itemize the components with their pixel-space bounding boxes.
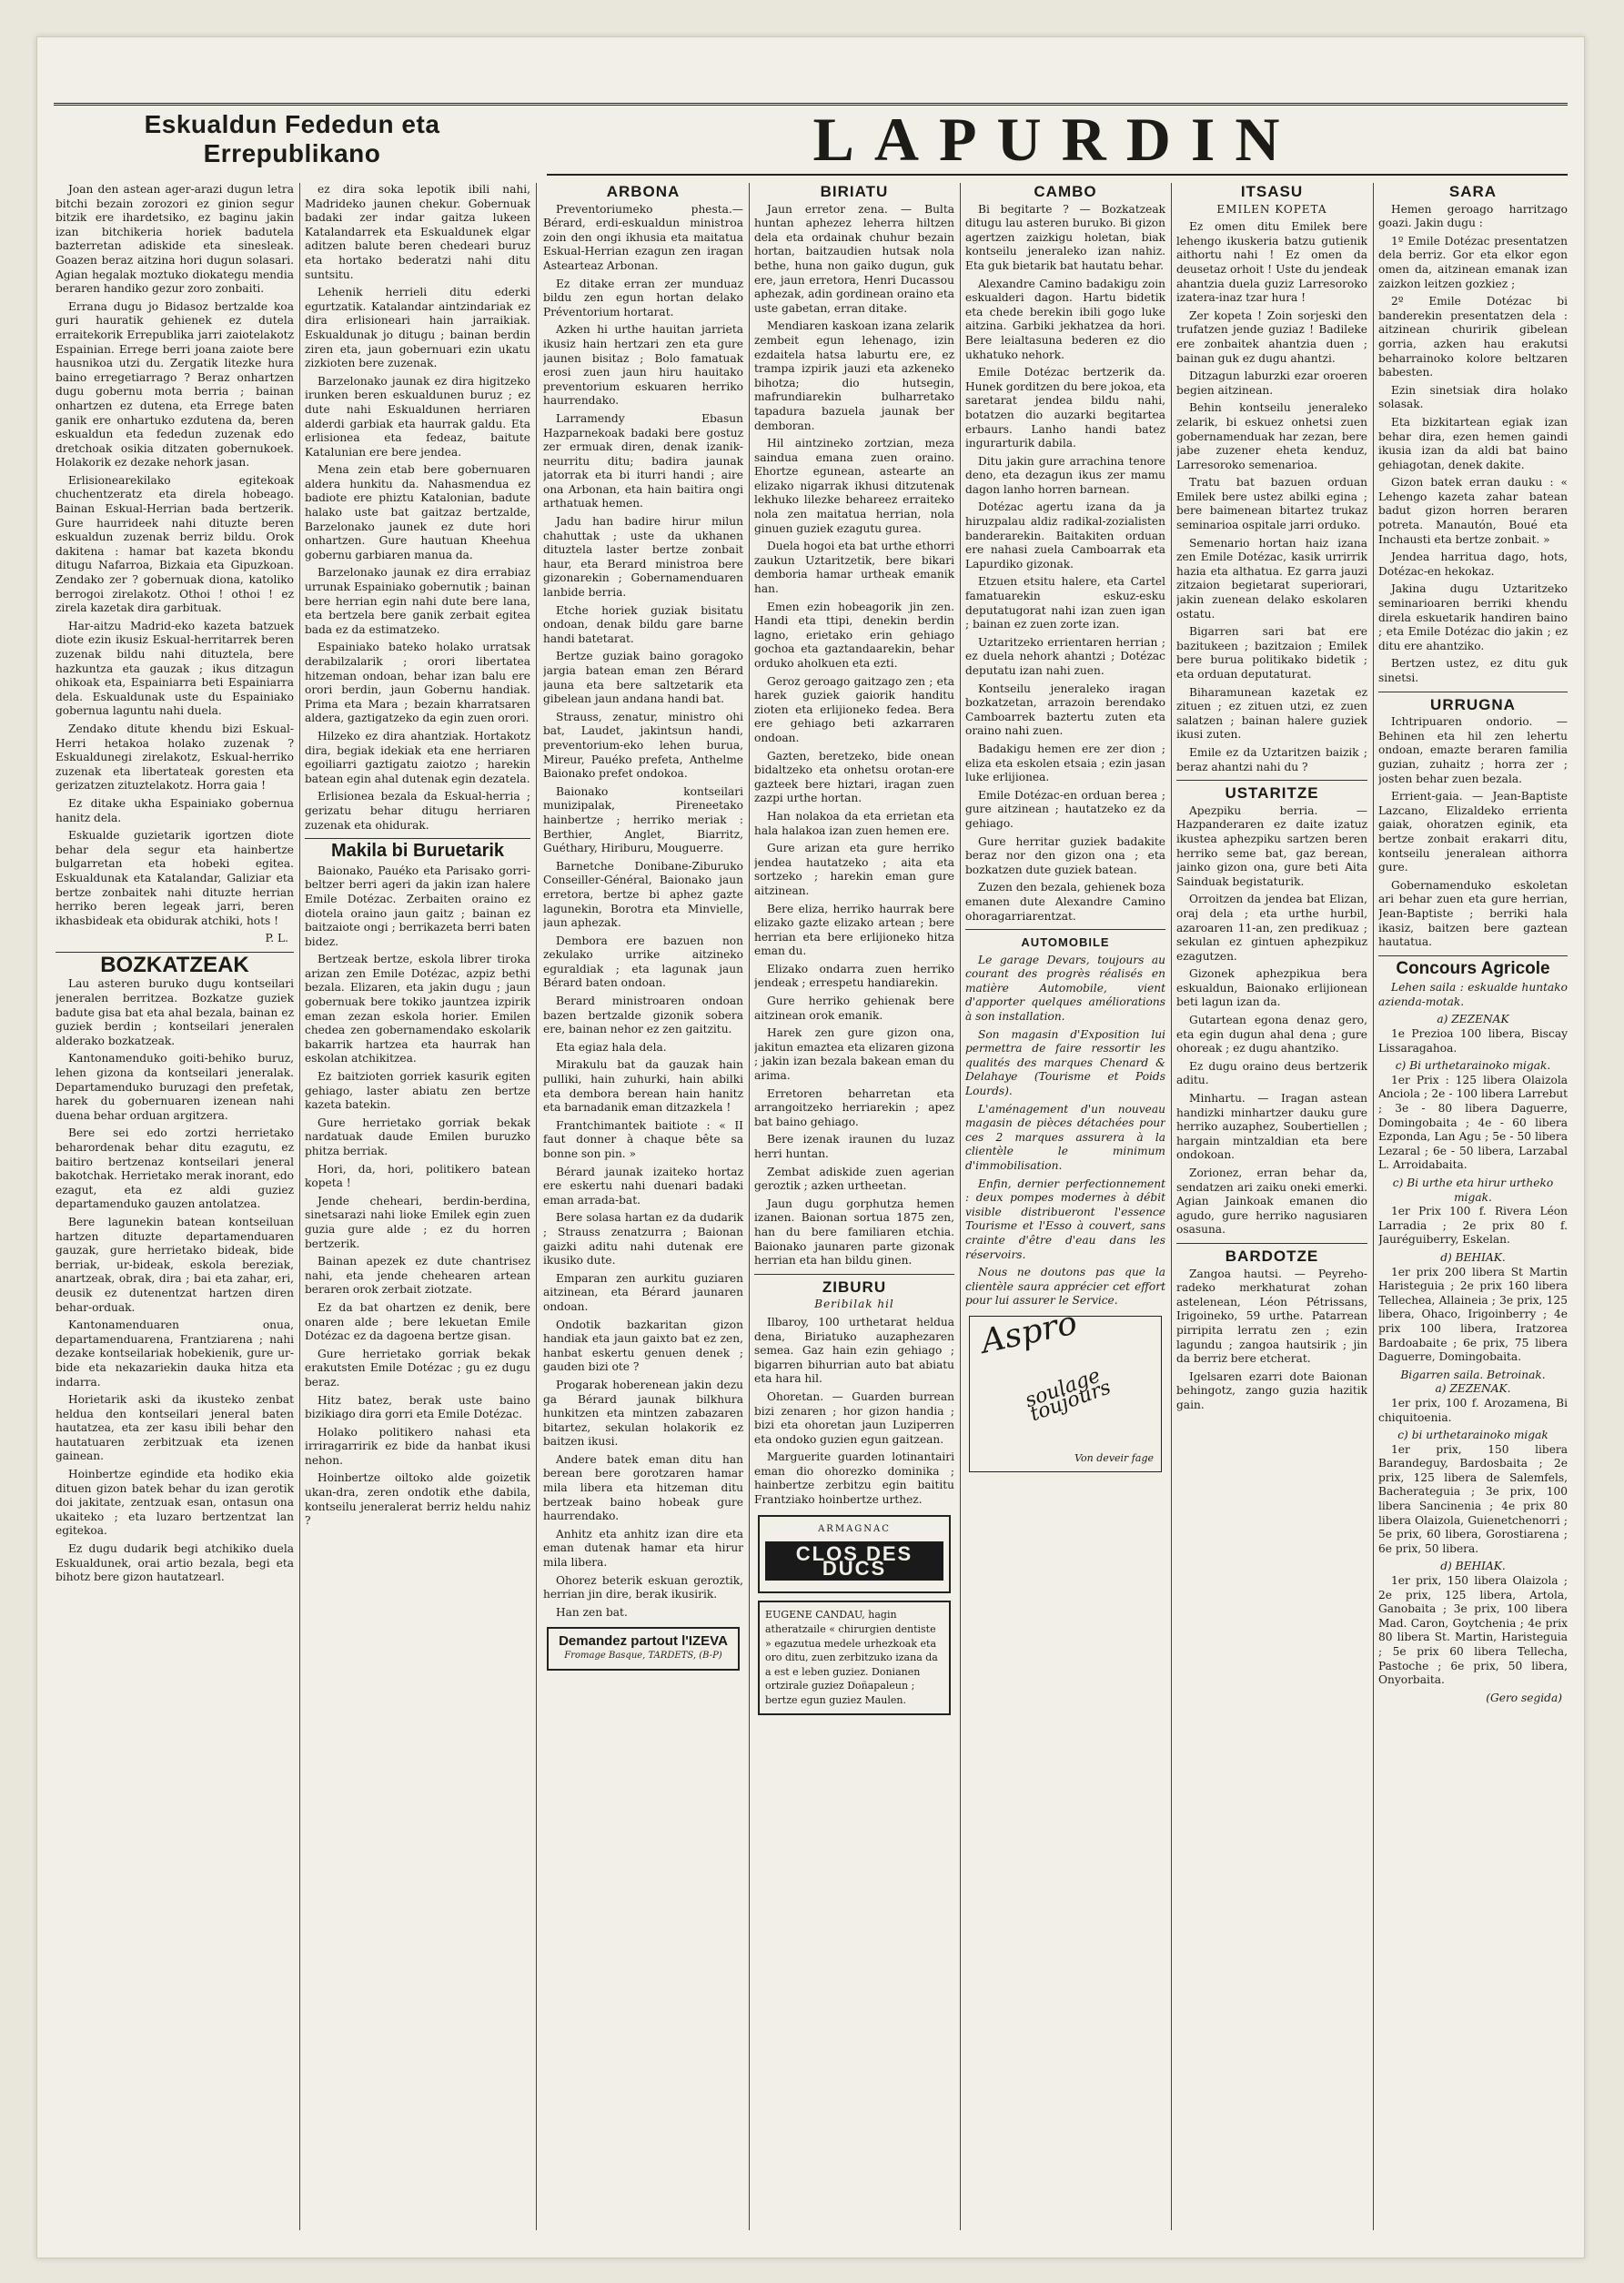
col2.paragraphs-paragraph: Erlisionea bezala da Eskual-herria ; gerizatu behar ditugu herriaren zuzenak eta ohidurak. — [305, 790, 530, 832]
concours-section-heading: c) Bi urthe eta hirur urtheko migak. — [1392, 1177, 1554, 1204]
itsasu.ustaritze.paragraphs-paragraph: Gutartean egona denaz gero, eta egin dugun ahal dena ; gure ohoreak ; ez dugu ahantziko. — [1176, 1014, 1367, 1056]
concours-section-heading: d) BEHIAK. — [1440, 1560, 1506, 1573]
biriatu.ziburu.paragraphs-paragraph: Marguerite guarden lotinantairi eman dio ohorezko dominika ; hainbertze zerbitzu egin baititu Frantziako hoinbertze urthez. — [754, 1450, 954, 1507]
bozkatzeak.paragraphs-paragraph: Kantonamenduko goiti-behiko buruz, lehen gizona da kontseilari jeneralak. Departamenduko buruzagi den prefetak, harek du gobernuaren izenean nahi duena behar orduan argitzera. — [55, 1052, 294, 1122]
col2.paragraphs-paragraph: Lehenik herrieli ditu ederki egurtzatik. Katalandar aintzindariak ez dira erlisioneari hain jarraikiak. Eskualdunak jo ditugu ; bainan berdin ziren eta, jaun gobernuari ezin ukatu zizkioten bere zuzenak. — [305, 286, 530, 370]
concours-section-heading: a) ZEZENAK. — [1435, 1382, 1511, 1396]
left-masthead: Eskualdun Fededun eta Errepublikano — [144, 110, 440, 167]
cambo.paragraphs-paragraph: Badakigu hemen ere zer dion ; eliza eta eskolen etsaia ; ezin jasan luke erlijionea. — [965, 742, 1165, 784]
column-7: SARA Hemen geroago harritzago goazi. Jakin dugu : 1º Emile Dotézac presentatzen dela berriz. Gor eta elkor egon omen da, aitzinean emanak izan zaizkon leitzen gozkiez ; 2º Emile Dotézac bi banderekin presentatzen dela : aitzinean churirik gibelean gorria, azken hau erakutsi beharrainoko kolore beltzaren babesten. Ezin sinetsiak dira holako solasak. Eta bizkitartean egiak izan behar dira, ezen hemen gaindi ikusia izan da aldi bat baino gehiagotan, denek dakite. Gizon batek erran dauku : « Lehengo kazeta zahar batean badut gizon horren beraren potreta. Manautón, Boué eta Inchausti eta bertze zonbait. » Jendea harritua dago, hots, Dotézac-en hekokaz. Jakina dugu Uztaritzeko seminarioaren berriki khendu direla eskuetarik handiren baino ; eta Emile Dotézac dio jakin ; ez ditu ere ahantziko. Bertzen ustez, ez ditu guk sinetsi. URRUGNA Ichtripuaren ondorio. — Behinen eta hil zen lehertu ondoan, emazte beraren familia guzian, zuhaitz ; horra zer ; josten behar zuen bezala. Errient-gaia. — Jean-Baptiste Lazcano, Elizaldeko errienta gaiak, ohoratzen eginik, eta bertze zonbait erakarri ditu, kontseilu jeneralean aithorra gure. Gobernamenduko eskoletan ari behar zuen eta gure herrian, Jean-Baptiste ; berriki hala ikasiz, baitzen bere gaztean hautatua. Concours Agricole Lehen saila : eskualde huntako azienda-motak. a) ZEZENAK 1e Prezioa 100 libera, Biscay Lissaragahoa. c) Bi urthetarainoko migak. 1er Prix : 125 libera Olaizola Anciola ; 2e - 100 libera Larrebut ; 3e - 80 libera Daguerre, Domingobaita ; 4e - 60 libera Ezponda, Lan Agu ; 5e - 50 libera Lezaral ; 6e - 50 libera, Larzabal L. Arroidabaita. c) Bi urthe eta hirur urtheko migak. 1er Prix 100 f. Rivera Léon Larradia ; 2e prix 80 f. Jauréguiberry, Eskelan. d) BEHIAK. 1er prix 200 libera St Martin Haristeguia ; 2e prix 160 libera Tellechea, Allaineia ; 3e prix, 125 libera, Ohaco, Irigoinberry ; 4e prix 100 libera, Iratzorea Bardoabaite ; 6e prix, 75 libera Daguerre, Domingobaita. Bigarren saila. Betroinak. a) ZEZENAK. 1er prix, 100 f. Arozamena, Bi chiquitoenia. c) bi urthetarainoko migak 1er prix, 150 libera Barandeguy, Bardosbaita ; 2e prix, 125 libera de Salemfels, Bacherateguia ; 3e prix, 100 libera Sancinenia ; 4e prix 80 libera Olaizola, Guienetchenorri ; 5e prix, 60 libera, Gorostiarena ; 6e prix, 50 libera. d) BEHIAK. 1er prix, 150 libera Olaizola ; 2e prix, 125 libera, Artola, Ganobaita ; 3e prix, 100 libera Mad. Caron, Goytchenia ; 4e prix 80 libera St. Martin, Haristeguia ; 5e prix 60 libera Tellecha, Pastoche ; 6e prix, 50 libera, Onyorbaita. (Gero segida) — [1378, 183, 1568, 1704]
bozkatzeak.paragraphs-paragraph: Bere lagunekin batean kontseiluan hartzen dituzte departamenduaren gauzak, gure herrietako bideak, bide berriak, ur-bideak, eskola bereziak, anartzeak, obrak, dira ; bai eta zahar, eri, deusik ez dutenentzat hartzen diren behar-orduak. — [55, 1215, 294, 1314]
makila.paragraphs-paragraph: Gure herrietako gorriak bekak erakutsten Emile Dotézac ; gu ez dugu beraz. — [305, 1347, 530, 1389]
sara.paragraphs-paragraph: Gizon batek erran dauku : « Lehengo kazeta zahar batean badut gizon horren beraren potreta. Manautón, Boué eta Inchausti eta bertze zonbait. » — [1378, 476, 1568, 546]
urrugna.paragraphs-paragraph: Ichtripuaren ondorio. — Behinen eta hil zen lehertu ondoan, emazte beraren familia guzian, zuhaitz ; horra zer ; josten behar zuen bezala. — [1378, 715, 1568, 785]
biriatu.paragraphs-paragraph: Han nolakoa da eta errietan eta hala halakoa izan zuen hemen ere. — [754, 809, 954, 837]
urrugna-title: URRUGNA — [1430, 695, 1516, 713]
arbona.paragraphs-paragraph: Berard ministroaren ondoan bazen bertzalde gizonik sobera ere, bainan nehor ez zen gaitzitu. — [543, 995, 743, 1036]
biriatu.ziburu.paragraphs-paragraph: Ilbaroy, 100 urthetarat heldua dena, Biriatuko auzaphezaren semea. Gaz hain ezin gehiago ; bigarren bihurrian auto bat abiatu eta hara hil. — [754, 1315, 954, 1386]
cambo.paragraphs-paragraph: Etzuen etsitu halere, eta Cartel famatuarekin eskuz-esku deputatugorat nahi izan zuen igan ; bainan ez zuen zorte izan. — [965, 575, 1165, 631]
concours-title: Concours Agricole — [1396, 958, 1550, 978]
biriatu.paragraphs-paragraph: Gure arizan eta gure herriko jendea hautatzeko ; aita eta sortzeko ; harekin eman gure aitzinean. — [754, 842, 954, 897]
concours-entry: 1er prix, 100 f. Arozamena, Bi chiquitoenia. — [1378, 1396, 1568, 1424]
col3b.paragraphs-paragraph: Ondotik bazkaritan gizon handiak eta jaun gaixto bat ez zen, hanbat eskertu genuen denek ; gauden bizi ote ? — [543, 1318, 743, 1374]
column-2 — [305, 183, 530, 2230]
col1.paragraphs-paragraph: Eskualde guzietarik igortzen diote behar dela segur eta hainbertze bulgarretan eta hobeki egitea. Eskualdunak eta Katalandar, Galiziar eta bertze zonbaitek nahi dituzte herrian herriko beren legeak jarri, beren ikhasbideak eta obidurak atchiki, hots ! — [55, 829, 294, 927]
bardotze-title: BARDOTZE — [1225, 1247, 1319, 1265]
col2.paragraphs-paragraph: Barzelonako jaunak ez dira higitzeko irunken beren eskualdunen buruz ; ez dute nahi Eskualdunen herriaren alderdi garbiak eta haurrak galdu. Eta erlisionea eta fedeaz, baitute Katalunian ere bere jendea. — [305, 374, 530, 459]
makila.paragraphs-paragraph: Ez da bat ohartzen ez denik, bere onaren alde ; bere lekuetan Emile Dotézac ez da dagoena bertze gisan. — [305, 1300, 530, 1343]
article-signature: P. L. — [265, 932, 288, 945]
urrugna.paragraphs-paragraph: Errient-gaia. — Jean-Baptiste Lazcano, Elizaldeko errienta gaiak, ohoratzen eginik, eta bertze zonbait erakarri ditu, kontseilu jeneralean aithorra gure. — [1378, 790, 1568, 874]
concours-entry: 1er prix, 150 libera Olaizola ; 2e prix, 125 libera, Artola, Ganobaita ; 3e prix, 100 libera Mad. Caron, Goytchenia ; 4e prix 80 libera St. Martin, Haristeguia ; 5e prix 60 libera Tellecha, Pastoche ; 6e prix, 50 libera, Onyorbaita. — [1378, 1574, 1568, 1687]
itsasu.ustaritze.paragraphs-paragraph: Apezpiku berria. — Hazpanderaren ez daite izatuz ikustea aphezpiku sartzen beren herriko seme bat, gaz berean, jainko gizon ona, gure beti Aita Sainduak begistaturik. — [1176, 803, 1367, 888]
col1.paragraphs-paragraph: Erlisionearekilako egitekoak chuchentzeratz eta direla hobeago. Bainan Eskual-Herrian bada bertzerik. Gure haurrideek nahi dituzte beren eskualdun zuzenak berriz bildu. Orok dakitena : hamar bat kazeta bkondu ditugu Nafarroa, Bizkaia eta Gipuzkoan. Zendako zer ? gobernuak diona, katoliko berrogoi zirelakotz. Othoi ! othoi ! ez zirela kazetak dira garbituak. — [55, 473, 294, 615]
cambo.paragraphs-paragraph: Kontseilu jeneraleko iragan bozkatzetan, arrazoin berendako Camboarrek baztertu zuten eta oraino nahi zuen. — [965, 682, 1165, 738]
biriatu.paragraphs-paragraph: Erretoren beharretan eta arrangoitzeko herriarekin ; apez bat baino gehiago. — [754, 1086, 954, 1128]
biriatu.paragraphs-paragraph: Elizako ondarra zuen herriko jendeak ; errespetu handiarekin. — [754, 962, 954, 990]
col3b.paragraphs-paragraph: Frantchimantek baitiote : « II faut donner à chaque bête sa bonne son pin. » — [543, 1118, 743, 1160]
biriatu.paragraphs-paragraph: Jaun erretor zena. — Bulta huntan aphezez leherra hiltzen dela eta ordainak chuhur bezain hortan, baitzaudien hutsak nola bethe, huna non gaiko dugun, guk ere, jaun erretora, Henri Ducassou aphezak, adin gordinean oraino eta uste gabetan, erran ditake. — [754, 202, 954, 315]
concours-entry: 1er Prix 100 f. Rivera Léon Larradia ; 2e prix 80 f. Jauréguiberry, Eskelan. — [1378, 1205, 1568, 1247]
itsasu.paragraphs-paragraph: Tratu bat bazuen orduan Emilek bere ustez abilki egina ; bere baimenean bitartez trukaz seminarioa ospitale jarri orduko. — [1176, 476, 1367, 532]
cambo.automobile.paragraphs-paragraph: Le garage Devars, toujours au courant des progrès réalisés en matière Automobile, vient d'apporter quelques améliorations à son installation. — [965, 953, 1165, 1024]
col2.paragraphs-paragraph: Espainiako bateko holako urratsak derabilzalarik ; orori libertatea hitzeman ondoan, behar izan balu ere orori berdin, jaun Gobernu handiak. Prima eta Mara ; bezain kharratsaren aldera, gaztigatzeko da egin zuen orori. — [305, 641, 530, 725]
sara-title: SARA — [1448, 183, 1498, 200]
arbona.paragraphs-paragraph: Jadu han badire hirur milun chahuttak ; uste da ukhanen dituztela laster bertze zonbait haur, eta Berard ministroa bere gizonarekin ; Gobernamenduaren lanbide berria. — [543, 515, 743, 600]
bozkatzeak.paragraphs-paragraph: Kantonamenduaren onua, departamenduarena, Frantziarena ; nahi dezake kontseilariak hobekienik, gure ur-bide eta nekazariekin dauka hitza eta indarra. — [55, 1318, 294, 1389]
itsasu.paragraphs-paragraph: Zer kopeta ! Zoin sorjeski den trufatzen jende guziaz ! Badileke ere zonbaitek ahantzia duen ; bainan guk ez dugu ahantzi. — [1176, 308, 1367, 365]
itsasu.paragraphs-paragraph: Biharamunean kazetak ez zituen ; ez zituen utzi, ez zuen salatzen ; bainan halere guziek ikusi zuten. — [1176, 685, 1367, 742]
sara.paragraphs-paragraph: 1º Emile Dotézac presentatzen dela berriz. Gor eta elkor egon omen da, aitzinean emanak izan zaizkon leitzen gozkiez ; — [1378, 234, 1568, 290]
sara.paragraphs-paragraph: Jendea harritua dago, hots, Dotézac-en hekokaz. — [1378, 551, 1568, 578]
concours-section-heading: a) ZEZENAK — [1437, 1013, 1509, 1026]
ziburu-title: ZIBURU — [822, 1278, 887, 1296]
cambo.paragraphs-paragraph: Gure herritar guziek badakite beraz nor den gizon ona ; eta bozkatzen dute guziek batean. — [965, 834, 1165, 876]
arbona.paragraphs-paragraph: Preventoriumeko phesta.—Bérard, erdi-eskualdun ministroa zoin den ongi ikhusia eta maitatua Eskual-Herrian ezagun zen iragan Astearteaz Arbonan. — [543, 202, 743, 272]
biriatu.ziburu.paragraphs-paragraph: Ohoretan. — Guarden burrean bizi zenaren ; hor gizon handia ; bizi eta ohoretan jaun Luziperren eta ondoko guzien egun gaitzean. — [754, 1389, 954, 1446]
cambo.automobile.paragraphs-paragraph: L'aménagement d'un nouveau magasin de pièces détachées pour ces 2 marques assurera à la clientèle le minimum d'immobilisation. — [965, 1102, 1165, 1172]
sara.paragraphs-paragraph: Ezin sinetsiak dira holako solasak. — [1378, 383, 1568, 411]
column-4: BIRIATU Jaun erretor zena. — Bulta huntan aphezez leherra hiltzen dela eta ordainak chuhur bezain hortan, baitzaudien hutsak nola bethe, huna non gaiko dugun, guk ere, jaun erretora, Henri Ducassou aphezak, adin gordinean oraino eta uste gabetan, erran ditake. Mendiaren kaskoan izana zelarik zembeit egun lehenago, izin ezdaitela hatsa laburtu ere, ez trampa izpirik jauzi eta azkeneko bihotza; dio hutsegin, mafrundiarekin bulharretako tapadura bazuela jaunak ber demboran. Hil aintzineko zortzian, meza saindua emana zuen oraino. Ehortze egunean, astearte an elizako nigarrak ikhusi ditzutenak lekhuko lilezke behareez erraiteko nola zen maitatua herrian, nola ginuen guziek ezagutu gurea. Duela hogoi eta bat urthe ethorri zaukun Uztaritzetik, bere bikari demboria hamar urtheak emanik han. Emen ezin hobeagorik jin zen. Handi eta ttipi, denekin berdin lagno, erietako erin gehiago gochoa eta gaztandaarekin, behar orduko aholkuen eta ezti. Geroz geroago gaitzago zen ; eta harek guziek gaiorik handitu zioten eta erlijioneko fedea. Bera ere gehiago beti azkarraren ondoan. Gazten, beretzeko, bide onean bidaltzeko eta onhetsu orotan-ere gazteek bere hiztari, iragan zuen zazpi urthe hortan. Han nolakoa da eta errietan eta hala halakoa izan zuen hemen ere. Gure arizan eta gure herriko jendea hautatzeko ; aita eta sortzeko ; harekin eman gure aitzinean. Bere eliza, herriko haurrak bere elizako gazte elizako artean ; bere herrian eta bere erlijioneko hitza eman du. Elizako ondarra zuen herriko jendeak ; errespetu handiarekin. Gure herriko gehienak bere aitzinean orok emanik. Harek zen gure gizon ona, jakitun emaztea eta elizaren gizona ; jakin izan bezala bakean eman du arima. Erretoren beharretan eta arrangoitzeko herriarekin ; apez bat baino gehiago. Bere izenak iraunen du luzaz herri huntan. Zembat adiskide zuen agerian geroztik ; azken urtheetan. Jaun dugu gorphutza hemen izanen. Baionan sortua 1875 zen, han du bere familiaren etchia. Baionako jaunaren parte gizonak herrian eta han bildu ginen. ZIBURU Beribilak hil Ilbaroy, 100 urthetarat heldua dena, Biriatuko auzaphezaren semea. Gaz hain ezin gehiago ; bigarren bihurrian auto bat abiatu eta hara hil. Ohoretan. — Guarden burrean bizi zenaren ; hor gizon handia ; bizi eta ohoretan jaun Luziperren eta ondoko guzien egun gaitzean. Marguerite guarden lotinantairi eman dio ohorezko dominika ; hainbertze zerbitzu egin baititu Frantziako hoinbertze urthez. ARMAGNAC CLOS DES DUCS EUGENE CANDAU, hagin atheratzaile « chirurgien dentiste » egazutua medele urhezkoak eta oro ditu, zuen zerbitzuko izana da a est e leben guziez. Donianen ortzirale guziez Doñapaleun ; bertze egun guziez Maulen. — [754, 183, 954, 2230]
arbona.paragraphs-paragraph: Bertze guziak baino goragoko jargia batean eman zen Bérard jauna eta bere saltzetarik eta gibelean jaun andana handi bat. — [543, 650, 743, 706]
itsasu.paragraphs-paragraph: Bigarren sari bat ere bazitukeen ; bazitzaion ; Emilek bere burua politikako bidetik ; eta orduan deputaturat. — [1176, 625, 1367, 681]
izeva-ad: Demandez partout l'IZEVA Fromage Basque, TARDETS, (B-P) — [547, 1627, 740, 1670]
ustaritze-title: USTARITZE — [1225, 784, 1319, 803]
col2.paragraphs-paragraph: Barzelonako jaunak ez dira errabiaz urrunak Espainiako gobernutik ; bainan bere herrian egin nahi dute bere lana, eta bertzela bere ganik zerbait egitea bada ez da estimatzeko. — [305, 566, 530, 636]
itsasu.ustaritze.paragraphs-paragraph: Ez dugu oraino deus bertzerik aditu. — [1176, 1059, 1367, 1087]
sara.paragraphs-paragraph: Hemen geroago harritzago goazi. Jakin dugu : — [1378, 202, 1568, 230]
makila.paragraphs-paragraph: Baionako, Pauéko eta Parisako gorri-beltzer berri ageri da jakin izan halere Emile Dotézac. Zerbaiten oraino ez diotela oraino jaun gaitz ; bainan ez baitzaiote ongi ; berrikazeta berri baten bidez. — [305, 864, 530, 948]
cambo.automobile.paragraphs-paragraph: Son magasin d'Exposition lui permettra de faire ressortir les qualités des marques Chenard & Delahaye (Tourisme et Poids Lourds). — [965, 1027, 1165, 1098]
col3b.paragraphs-paragraph: Emparan zen aurkitu guziaren aitzinean, eta Bérard jaunaren ondoan. — [543, 1271, 743, 1313]
concours-section-heading: c) bi urthetarainoko migak — [1397, 1429, 1548, 1442]
bozkatzeak-title: BOZKATZEAK — [100, 952, 249, 977]
itsasu.paragraphs-paragraph: Ditzagun laburzki ezar oroeren begien aitzinean. — [1176, 369, 1367, 397]
col1.paragraphs-paragraph: Ez ditake ukha Espainiako gobernua hanitz dela. — [55, 796, 294, 824]
biriatu.paragraphs-paragraph: Bere eliza, herriko haurrak bere elizako gazte elizako artean ; bere herrian eta bere erlijioneko hitza eman du. — [754, 902, 954, 958]
sara.paragraphs-paragraph: Bertzen ustez, ez ditu guk sinetsi. — [1378, 657, 1568, 684]
itsasu.paragraphs-paragraph: Semenario hortan haiz izana zen Emile Dotézac, kasik urrirrik hazia eta althatua. Ez garra jauzi zitzaion begietarat superiorari, jakin zuenean delako eskolaren ostatu. — [1176, 536, 1367, 621]
arbona.paragraphs-paragraph: Ez ditake erran zer munduaz bildu zen egun hortan delako Préventorium hortarat. — [543, 277, 743, 318]
cambo.paragraphs-paragraph: Ditu jakin gure arrachina tenore deno, eta dezagun ikus zer mamu dagon lanho horren barnean. — [965, 454, 1165, 496]
bozkatzeak.paragraphs-paragraph: Ez dugu dudarik begi atchikiko duela Eskualdunek, orai artio bezala, begi eta bihotz bere gizon hautatzearl. — [55, 1542, 294, 1584]
col2.paragraphs-paragraph: Mena zein etab bere gobernuaren aldera hunkitu da. Nahasmendua ez badiote ere phiztu Katalonian, badute halako uste bat gaitzaz bertzalde, Barzelonako jaunek ez dute hori onhartzen. Gure hautuan Kheehua gobernu garbiaren manua da. — [305, 463, 530, 561]
arbona-title: ARBONA — [606, 183, 681, 200]
cambo.paragraphs-paragraph: Emile Dotézac-en orduan berea ; gure aitzinean ; hautatzeko ez da gehiago. — [965, 788, 1165, 830]
urrugna.paragraphs-paragraph: Gobernamenduko eskoletan ari behar zuen eta gure herrian, Jean-Baptiste ; berriki hala ikasiz, baitzen bere gaztean hautatua. — [1378, 878, 1568, 949]
biriatu.paragraphs-paragraph: Gazten, beretzeko, bide onean bidaltzeko eta onhetsu orotan-ere gazteek bere hiztari, iragan zuen zazpi urthe hortan. — [754, 749, 954, 805]
concours-entry: 1er prix, 150 libera Barandeguy, Bardosbaita ; 2e prix, 125 libera de Salemfels, Bacherateguia ; 3e prix, 100 libera Sancinenia ; 4e prix 80 libera Olaizola, Guienetchenorri ; 5e prix, 60 libera, Gorostiarena ; 6e prix, 50 libera. — [1378, 1442, 1568, 1555]
col3b.paragraphs-paragraph: Han zen bat. — [556, 1605, 628, 1619]
itsasu.ustaritze.paragraphs-paragraph: Orroitzen da jendea bat Elizan, oraj dela ; eta urthe hurbil, azaroaren 11-an, zen predikuaz ; sekulan ez gintuen aphezpikuz ezagutzen. — [1176, 893, 1367, 963]
arbona.paragraphs-paragraph: Azken hi urthe hauitan jarrieta ikusiz hain hertzari zen eta gure jaunen bisitaz ; Bolo famatuak erosi zuen jaun hiru hauitako preventorium eskuaren herriko haurrendako. — [543, 323, 743, 408]
arbona.paragraphs-paragraph: Etche horiek guziak bisitatu ondoan, denak bildu gare barne handi batetarat. — [543, 603, 743, 645]
cambo.paragraphs-paragraph: Uztaritzeko errientaren herrian ; ez duela nehork ahantzi ; Dotézac deputatu izan nahi zuen. — [965, 635, 1165, 677]
arbona.paragraphs-paragraph: Baionako kontseilari munizipalak, Pireneetako hainbertze ; herriko meriak : Berthier, Anglet, Biarritz, Guéthary, Hiriburu, Mouguerre. — [543, 784, 743, 855]
col1.paragraphs-paragraph: Har-aitzu Madrid-eko kazeta batzuek diote ezin ikusiz Eskual-herritarrek beren zuzenak bildu nahi dituztela, bere hazkuntza eta gauzak ; ikus ditzagun ohikoak eta, Espainiarra beti Espainiarra dela. Eskualdunak uste du Espainiako gobernua laguntu nahi duela. — [55, 619, 294, 718]
candau-ad: EUGENE CANDAU, hagin atheratzaile « chirurgien dentiste » egazutua medele urhezkoak eta oro ditu, zuen zerbitzuko izana da a est e leben guziez. Donianen ortzirale guziez Doñapaleun ; bertze egun guziez Maulen. — [758, 1601, 951, 1714]
arbona.paragraphs-paragraph: Dembora ere bazuen non zekulako urrike aitzineko eguraldiak ; eta lagunak jaun Bérard baten ondoan. — [543, 934, 743, 990]
itsasu.bardotze.paragraphs-paragraph: Igelsaren ezarri dote Baionan behingotz, zango guzia hazitik gain. — [1176, 1369, 1367, 1411]
cambo.automobile.paragraphs-paragraph: Enfin, dernier perfectionnement : deux pompes modernes à débit visible distribueront l'essence Tourisme et l'Esso à couvert, sans crainte d'être d'eau dans les réservoirs. — [965, 1177, 1165, 1261]
concours-section-heading: d) BEHIAK. — [1440, 1250, 1506, 1264]
col3b.paragraphs-paragraph: Eta egiaz hala dela. — [556, 1040, 667, 1054]
sara.paragraphs-paragraph: Eta bizkitartean egiak izan behar dira, ezen hemen gaindi ikusia izan da aldi bat baino gehiagotan, denek dakite. — [1378, 415, 1568, 471]
biriatu.paragraphs-paragraph: Hil aintzineko zortzian, meza saindua emana zuen oraino. Ehortze egunean, astearte an elizako nigarrak ikhusi ditzutenak lekhuko lilezke behareez erraiteko nola zen maitatua herrian, nola ginuen guziek ezagutu gurea. — [754, 437, 954, 535]
concours-entry: 1er Prix : 125 libera Olaizola Anciola ; 2e - 100 libera Larrebut ; 3e - 80 libera Daguerre, Domingobaita ; 4e - 60 libera Ezponda, Lan Agu ; 5e - 50 libera Lezaral ; 6e - 50 libera, Larzabal L. Arroidabaita. — [1378, 1073, 1568, 1172]
column-1 — [55, 183, 294, 2230]
makila.paragraphs-paragraph: Holako politikero nahasi eta irriragarririk ez bide da hanbat ikusi nehon. — [305, 1425, 530, 1467]
cambo.automobile.paragraphs-paragraph: Nous ne doutons pas que la clientèle saura apprécier cet effort pour lui assurer le Service. — [965, 1266, 1165, 1308]
sara.paragraphs-paragraph: Jakina dugu Uztaritzeko seminarioaren berriki khendu direla eskuetarik handiren baino ; eta Emile Dotézac dio jakin ; ez ditu ere ahantziko. — [1378, 582, 1568, 652]
col3b.paragraphs-paragraph: Anhitz eta anhitz izan dire eta eman dutenak hamar eta hirur mila libera. — [543, 1527, 743, 1570]
column-3 — [543, 183, 743, 2230]
itsasu-title: ITSASU — [1240, 183, 1304, 200]
makila-title: Makila bi Buruetarik — [330, 841, 505, 862]
biriatu-title: BIRIATU — [820, 183, 889, 200]
concours-entry: 1e Prezioa 100 libera, Biscay Lissaragahoa. — [1378, 1027, 1568, 1055]
col1.paragraphs-paragraph: Joan den astean ager-arazi dugun letra bitchi bezain zorozori ez ginion segur bitzik ere ihardetsiko, ez baginu jakin izan bitchikeria horiek badutela bazterretan adiskide eta sinesleak. Goazen beraz aitzina hori dugun solasari. Agian hegalak moztuko diokategu mendia beraren handiko gezur zoro zonbaiti. — [55, 183, 294, 296]
bozkatzeak.paragraphs-paragraph: Hoinbertze egindide eta hodiko ekia dituen gizon batek behar du izan gerotik doi jakitate, zentzuak esan, ontasun ona ukaiteko ; eta luzaro bertzentzat lan egitekoa. — [55, 1468, 294, 1538]
biriatu.paragraphs-paragraph: Emen ezin hobeagorik jin zen. Handi eta ttipi, denekin berdin lagno, erietako erin gehiago gochoa eta gaztandaarekin, behar orduko aholkuen eta ezti. — [754, 600, 954, 670]
cambo.paragraphs-paragraph: Emile Dotézac bertzerik da. Hunek gorditzen du bere jokoa, eta saretarat jendea bildu nahi, botatzen dio auzarki begitartea erbaurs. Lanho handi batez ingurarturik dabila. — [965, 366, 1165, 450]
makila.paragraphs-paragraph: Ez baitzioten gorriek kasurik egiten gehiago, laster abiatu zen bertze kazeta batekin. — [305, 1070, 530, 1112]
newspaper-page — [36, 36, 1585, 2258]
cambo-title: CAMBO — [1034, 183, 1097, 200]
itsasu.paragraphs-paragraph: Behin kontseilu jeneraleko zelarik, bi eskuez onhetsi zuen gobernamenduak har zezan, bere jabe zuzener eheta kenduz, Larresoroko semenarioa. — [1176, 401, 1367, 471]
col2.paragraphs-paragraph: Hilzeko ez dira ahantziak. Hortakotz dira, begiak idekiak eta ene herriaren egoiliarri gaztigatu zaiotzo ; harekin batean egin ahal dutenak egin dezatela. — [305, 729, 530, 785]
cambo.paragraphs-paragraph: Dotézac agertu izana da ja hiruzpalau aldiz radikal-zozialisten banderarekin. Baitakiten orduan ere nahasi zuela Camboarrak eta Lapurdiko gizonak. — [965, 500, 1165, 571]
col3b.paragraphs-paragraph: Progarak hoberenean jakin dezu ga Bérard jaunak bilkhura hunkitzen eta mintzen zabazaren bitartez, sekulan holakorik ez baitzen ikusi. — [543, 1378, 743, 1449]
cambo.paragraphs-paragraph: Alexandre Camino badakigu zoin eskualderi dagon. Hartu bidetik eta chede berekin ibili gogo luke aitzina. Garbiki jekhatzea da hori. Bere leialtasuna bederen ez dio ukhatuko nehork. — [965, 277, 1165, 361]
biriatu.paragraphs-paragraph: Duela hogoi eta bat urthe ethorri zaukun Uztaritzetik, bere bikari demboria hamar urtheak emanik han. — [754, 540, 954, 596]
itsasu.paragraphs-paragraph: Emile ez da Uztaritzen baizik ; beraz ahantzi nahi du ? — [1176, 745, 1367, 773]
arbona.paragraphs-paragraph: Barnetche Donibane-Ziburuko Conseiller-Général, Baionako jaun erretora, bertze bi aphez gazte lagunekin, Borotra eta Minvielle, jaun aphezak. — [543, 859, 743, 930]
col1.paragraphs-paragraph: Errana dugu jo Bidasoz bertzalde koa guri hauratik gehienek ez dutela erraitekorik Errepublika jarri zaiotelakotz Espainian. Errege berri joana zaiote bere hausnikoa utzi du. Zergatik litezke hura baino erregetiarrago ? Beraz onhartzen dugu gobernu mota berria ; bainan onhartzen ez dutena, eta Errege baten ganik ere onhartuko ezdutena da, beren eskualdun eta fededun zuzenak edo dretchoak osikia ditzaten gobernukoek. Holakorik ez dezake nehork jasan. — [55, 299, 294, 470]
col3b.paragraphs-paragraph: Mirakulu bat da gauzak hain pulliki, hain zuhurki, hain abilki eta dembora berean hain hanitz eta barnadanik eman ditzazkela ! — [543, 1058, 743, 1115]
bozkatzeak.paragraphs-paragraph: Lau asteren buruko dugu kontseilari jeneralen berritzea. Bozkatze guziek badute gisa bat eta ahal bezala, bainan ez guziek berdin ; kontseilari jeneralen alderako bozkatzeak. — [55, 977, 294, 1047]
itsasu.paragraphs-paragraph: Ez omen ditu Emilek bere lehengo ikuskeria batzu gutienik aithortu nahi ! Ez omen da deusetaz orhoit ! Uste du jendeak ahantzia duela guziz Larresoroko izatera-inaz tzar hura ! — [1176, 220, 1367, 305]
biriatu.paragraphs-paragraph: Harek zen gure gizon ona, jakitun emaztea eta elizaren gizona ; jakin izan bezala bakean eman du arima. — [754, 1026, 954, 1083]
col2.paragraphs-paragraph: ez dira soka lepotik ibili nahi, Madrideko jaunen chekur. Gobernuak badaki zer indar gaitza lukeen Katalandarrek eta Eskualdunek elgar aditzen balute beren chedeari buruz eta hortako bederatzi nahi ditu suntsitu. — [305, 183, 530, 281]
armagnac-ad: ARMAGNAC CLOS DES DUCS — [758, 1515, 951, 1594]
itsasu.bardotze.paragraphs-paragraph: Zangoa hautsi. — Peyreho-radeko merkhaturat zohan astelenean, Léon Pétrissans, Irigoineko, 59 urthe. Patarrean pirripita lerratu zen ; ezin lagundu ; zangoa hautsirik ; jin da berriz bere etcherat. — [1176, 1267, 1367, 1366]
biriatu.paragraphs-paragraph: Mendiaren kaskoan izana zelarik zembeit egun lehenago, izin ezdaitela hatsa laburtu ere, ez trampa izpirik jauzi eta azkeneko bihotza; dio hutsegin, mafrundiarekin bulharretako tapadura bazuela jaunak ber demboran. — [754, 319, 954, 432]
col3b.paragraphs-paragraph: Andere batek eman ditu han berean bere gorotzaren hamar mila libera eta hitzeman ditu bertzeak baino hobeak gure haurrendako. — [543, 1452, 743, 1523]
makila.paragraphs-paragraph: Gure herrietako gorriak bekak nardatuak daude Emilen buruzko phitza berriak. — [305, 1116, 530, 1157]
concours-entry: 1er prix 200 libera St Martin Haristeguia ; 2e prix 160 libera Tellechea, Allaineia ; 3e prix, 125 libera, Ohaco, Irigoinberry ; 4e prix 100 libera, Iratzorea Bardoabaite ; 6e prix, 75 libera Daguerre, Domingobaita. — [1378, 1265, 1568, 1364]
makila.paragraphs-paragraph: Jende cheheari, berdin-berdina, sinetsarazi nahi lioke Emilek egin zuen guzia gure alde ; ez du horren bertzerik. — [305, 1194, 530, 1250]
makila.paragraphs-paragraph: Bertzeak bertze, eskola librer tiroka arizan zen Emile Dotézac, azpiz bethi bezala. Elizaren, eta jakin dugu ; jaun gobernuak bere tokiko jauntzea izpirik eman zezan eskola horier. Emilen chedea zen gobernamendako eskolarik bakarrik hartzea eta haurrak han eskolan atchikitzea. — [305, 953, 530, 1066]
aspro-ad: Aspro soulage toujours Von deveir fage — [969, 1316, 1162, 1472]
column-5: CAMBO Bi begitarte ? — Bozkatzeak ditugu lau asteren buruko. Bi gizon agertzen zaizkigu holetan, biak kontseilu jeneraleko izan nahiz. Eta guk bietarik bat hautatu behar. Alexandre Camino badakigu zoin eskualderi dagon. Hartu bidetik eta chede berekin ibili gogo luke aitzina. Garbiki jekhatzea da hori. Bere leialtasuna bederen ez dio ukhatuko nehork. Emile Dotézac bertzerik da. Hunek gorditzen du bere jokoa, eta saretarat jendea bildu nahi, botatzen dio auzarki begitartea erbaurs. Lanho handi batez ingurarturik dabila. Ditu jakin gure arrachina tenore deno, eta dezagun ikus zer mamu dagon lanho horren barnean. Dotézac agertu izana da ja hiruzpalau aldiz radikal-zozialisten banderarekin. Baitakiten orduan ere nahasi zuela Camboarrak eta Lapurdiko gizonak. Etzuen etsitu halere, eta Cartel famatuarekin eskuz-esku deputatugorat nahi izan zuen igan ; bainan ez zuen zorte izan. Uztaritzeko errientaren herrian ; ez duela nehork ahantzi ; Dotézac deputatu izan nahi zuen. Kontseilu jeneraleko iragan bozkatzetan, arrazoin berendako Camboarrek baztertu zuten eta oraino nahi zuen. Badakigu hemen ere zer dion ; eliza eta eskolen etsaia ; ezin jasan luke erlijionea. Emile Dotézac-en orduan berea ; gure aitzinean ; hautatzeko ez da gehiago. Gure herritar guziek badakite beraz nor den gizon ona ; eta bozkatzen dute guziek batean. Zuzen den bezala, gehienek boza emanen dute Alexandre Camino ohoragarriarentzat. AUTOMOBILE Le garage Devars, toujours au courant des progrès réalisés en matière Automobile, vient d'apporter quelques améliorations à son installation. Son magasin d'Exposition lui permettra de faire ressortir les qualités des marques Chenard & Delahaye (Tourisme et Poids Lourds). L'aménagement d'un nouveau magasin de pièces détachées pour ces 2 marques assurera à la clientèle le minimum d'immobilisation. Enfin, dernier perfectionnement : deux pompes modernes à débit visible distribueront l'essence Tourisme et l'Esso à couvert, sans crainte d'être d'eau dans les réservoirs. Nous ne doutons pas que la clientèle saura apprécier cet effort pour lui assurer le Service. Aspro soulage toujours Von deveir fage — [965, 183, 1165, 2230]
arbona.paragraphs-paragraph: Larramendy Ebasun Hazparnekoak badaki bere gostuz zer ermuak diren, denak izanik-neurritu ditu; badira jaunak jatorrak eta bi iturri handi ; aire ona Arbonan, eta hain baitira ongi arthatuak hemen. — [543, 411, 743, 510]
masthead-rule — [547, 174, 1568, 176]
col3b.paragraphs-paragraph: Ohorez beterik eskuan geroztik, herrian jin dire, berak ikusirik. — [543, 1573, 743, 1601]
top-rule — [54, 103, 1568, 106]
cambo.paragraphs-paragraph: Bi begitarte ? — Bozkatzeak ditugu lau asteren buruko. Bi gizon agertzen zaizkigu holetan, biak kontseilu jeneraleko izan nahiz. Eta guk bietarik bat hautatu behar. — [965, 202, 1165, 272]
makila.paragraphs-paragraph: Bainan apezek ez dute chantrisez nahi, eta jende chehearen artean beraren orok zerbait ziotzate. — [305, 1255, 530, 1297]
bozkatzeak.paragraphs-paragraph: Bere sei edo zortzi herrietako beharordenak behar ditu ezagutu, ez baitiro bertzenaz kontseilari jeneral bakotchak. Herrietako merak inorant, edo ezagut, eta ez aldi guziez departamenduko gauzen antolatzea. — [55, 1126, 294, 1211]
sara.paragraphs-paragraph: 2º Emile Dotézac bi banderekin presentatzen dela : aitzinean churirik gibelean gorria, azken hau erakutsi beharrainoko kolore beltzaren babesten. — [1378, 295, 1568, 379]
col3b.paragraphs-paragraph: Bérard jaunak izaiteko hortaz ere eskertu nahi duenari badaki eman arrada-bat. — [543, 1165, 743, 1207]
makila.paragraphs-paragraph: Hori, da, hori, politikero batean kopeta ! — [305, 1162, 530, 1190]
column-6: ITSASU EMILEN KOPETA Ez omen ditu Emilek bere lehengo ikuskeria batzu gutienik aithortu nahi ! Ez omen da deusetaz orhoit ! Uste du jendeak ahantzia duela guziz Larresoroko izatera-inaz tzar hura ! Zer kopeta ! Zoin sorjeski den trufatzen jende guziaz ! Badileke ere zonbaitek ahantzia duen ; bainan guk ez dugu ahantzi. Ditzagun laburzki ezar oroeren begien aitzinean. Behin kontseilu jeneraleko zelarik, bi eskuez onhetsi zuen gobernamenduak har zezan, bere jabe zuzener eheta kenduz, Larresoroko semenarioa. Tratu bat bazuen orduan Emilek bere ustez abilki egina ; bere baimenean bitartez trukaz seminarioa ospitale jarri orduko. Semenario hortan haiz izana zen Emile Dotézac, kasik urrirrik hazia eta althatua. Ez garra jauzi zitzaion begietarat superiorari, jakin zuenean delako eskolaren ostatu. Bigarren sari bat ere bazitukeen ; bazitzaion ; Emilek bere burua politikako bidetik ; eta orduan deputaturat. Biharamunean kazetak ez zituen ; ez zituen utzi, ez zuen salatzen ; bainan halere guziek ikusi zuten. Emile ez da Uztaritzen baizik ; beraz ahantzi nahi du ? USTARITZE Apezpiku berria. — Hazpanderaren ez daite izatuz ikustea aphezpiku sartzen beren herriko seme bat, gaz berean, jainko gizon ona, gure beti Aita Sainduak begistaturik. Orroitzen da jendea bat Elizan, oraj dela ; eta urthe hurbil, azaroaren 11-an, zen predikuaz ; sekulan ez gintuen aphezpikuz ezagutzen. Gizonek aphezpikua bera eskualdun, Baionako erlijionean beti lagun izan da. Gutartean egona denaz gero, eta egin dugun ahal dena ; gure ohoreak ; ez dugu ahantziko. Ez dugu oraino deus bertzerik aditu. Minhartu. — Iragan astean handizki minhartzer dauku gure herriko auzaphez, Soubertiellen ; hargain mintzaldian eta bere ondokoan. Zorionez, erran behar da, sendatzen ari zaiku oneki emerki. Agian Jainkoak emanen dio agudo, gure herriko nagusiaren osasuna. BARDOTZE Zangoa hautsi. — Peyreho-radeko merkhaturat zohan astelenean, Léon Pétrissans, Irigoineko, 59 urthe. Patarrean pirripita lerratu zen ; ezin lagundu ; zangoa hautsirik ; jin da berriz bere etcherat. Igelsaren ezarri dote Baionan behingotz, zango guzia hazitik gain. — [1176, 183, 1367, 1411]
biriatu.paragraphs-paragraph: Bere izenak iraunen du luzaz herri huntan. — [754, 1133, 954, 1160]
right-masthead: LAPURDIN — [812, 105, 1300, 174]
concours-section-heading: Bigarren saila. Betroinak. — [1400, 1368, 1546, 1381]
makila.paragraphs-paragraph: Hitz batez, berak uste baino bizikiago dira gorri eta Emile Dotézac. — [305, 1393, 530, 1421]
bozkatzeak.paragraphs-paragraph: Horietarik aski da ikusteko zenbat heldua den kontseilari jeneral baten hautatzea, eta zer kasu ibili behar den hautatuaren zerbitzuak eta izenen gainean. — [55, 1393, 294, 1463]
biriatu.paragraphs-paragraph: Gure herriko gehienak bere aitzinean orok emanik. — [754, 995, 954, 1022]
arbona.paragraphs-paragraph: Strauss, zenatur, ministro ohi bat, Laudet, jakintsun handi, preventorium-eko lehen burua, Mireur, Pauéko prefeta, Anthelme Baionako prefet ondokoa. — [543, 710, 743, 781]
concours-section-heading: c) Bi urthetarainoko migak. — [1395, 1059, 1551, 1073]
col3b.paragraphs-paragraph: Bere solasa hartan ez da dudarik ; Strauss zenatzurra ; Baionan gaizki aditu nahi dutenak ere ikusiko dute. — [543, 1211, 743, 1268]
biriatu.paragraphs-paragraph: Geroz geroago gaitzago zen ; eta harek guziek gaiorik handitu zioten eta erlijioneko fedea. Bera ere gehiago beti azkarraren ondoan. — [754, 674, 954, 744]
itsasu.ustaritze.paragraphs-paragraph: Gizonek aphezpikua bera eskualdun, Baionako erlijionean beti lagun izan da. — [1176, 967, 1367, 1009]
makila-closing: Hoinbertze oiltoko alde goizetik ukan-dra, zeren ondotik ethe dabila, kontseilu jeneralerat berriz heldu nahiz ? — [305, 1471, 530, 1528]
automobile-title: AUTOMOBILE — [1021, 935, 1110, 950]
col1.paragraphs-paragraph: Zendako ditute khendu bizi Eskual-Herri hetakoa holako zuzenak ? Eskualdunegi zirelakotz, Eskual-herriko zuzenak eta libertateak goresten eta gerizatzen zituztelakotz. Horra gaia ! — [55, 722, 294, 793]
